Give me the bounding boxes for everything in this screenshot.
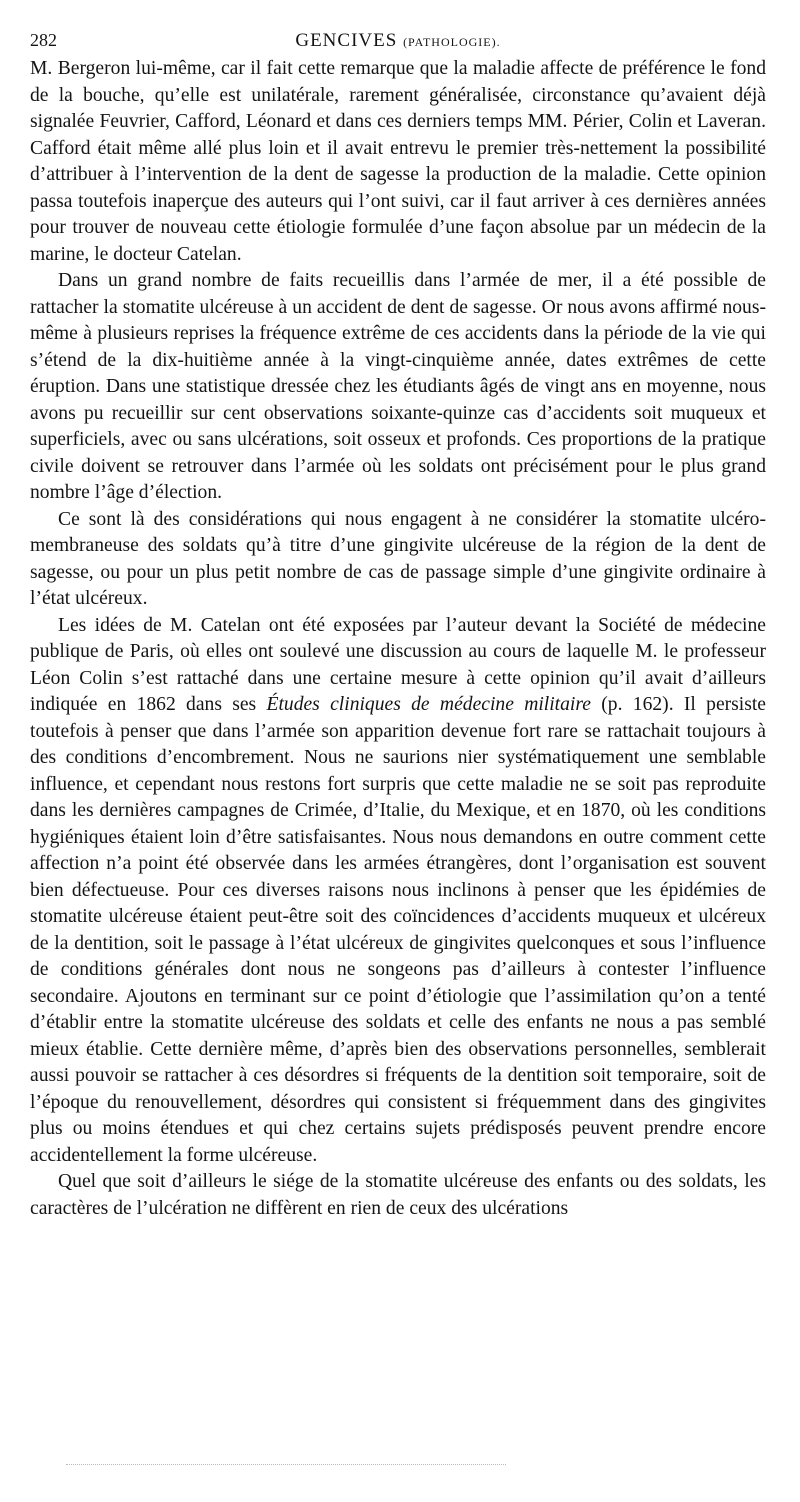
running-title-main: GENCIVES <box>295 30 398 51</box>
book-page <box>30 22 766 1222</box>
paragraph-5: Quel que soit d’ailleurs le siége de la stomatite ulcéreuse des enfants ou des soldats, les caractères de l’ulcération ne diffèrent en rien de ceux des ulcérations <box>30 1171 766 1219</box>
paragraph-4-part-1: Les idées de M. Catelan ont été exposées par l’auteur devant la Société de médecine publique de Paris, où elles ont soulevé une discussion au cours de laquelle M. le professeur Léon Colin s’est rattaché dans une certaine mesure à cette opinion qu’il avait d’ailleurs indiquée en 1862 dans ses <box>30 614 766 715</box>
paragraph-4-part-2: (p. 162). Il persiste toutefois à penser que dans l’armée son apparition devenue fort rare se rattachait toujours à des conditions d’encombrement. Nous ne saurions nier systématiquement une semblable influence, et cependant nous restons fort surpris que cette maladie ne se soit pas reproduite dans les dernières campagnes de Crimée, d’Italie, du Mexique, et en 1870, où les conditions hygiéniques étaient loin d’être satisfaisantes. Nous nous demandons en outre comment cette affection n’a point été observée dans les armées étrangères, dont l’organisation est souvent bien défectueuse. Pour ces diverses raisons nous inclinons à penser que les épidémies de stomatite ulcéreuse étaient peut-être soit des coïncidences d’accidents muqueux et ulcéreux de la dentition, soit le passage à l’état ulcéreux de gingivites quelconques et sous l’influence de conditions générales dont nous ne songeons pas d’ailleurs à contester l’influence secondaire. Ajoutons en terminant sur ce point d’étiologie que l’assimilation qu’on a tenté d’établir entre la stomatite ulcéreuse des soldats et celle des enfants ne nous a pas semblé mieux établie. Cette dernière même, d’après bien des observations personnelles, semblerait aussi pouvoir se rattacher à ces désordres si fréquents de la dentition soit temporaire, soit de l’époque du renouvellement, désordres qui consistent si fréquemment dans des gingivites plus ou moins étendues et qui chez certains sujets prédisposés peuvent prendre encore accidentellement la forme ulcéreuse. <box>30 694 766 1166</box>
paragraph-1: M. Bergeron lui-même, car il fait cette remarque que la maladie affecte de préférence le fond de la bouche, qu’elle est unilatérale, rarement généralisée, circonstance qu’avaient déjà signalée Feuvrier, Cafford, Léonard et dans ces derniers temps MM. Périer, Colin et Laveran. Cafford était même allé plus loin et il avait entrevu le premier très-nettement la possibilité d’attribuer à l’intervention de la dent de sagesse la production de la maladie. Cette opinion passa toutefois inaperçue des auteurs qui l’ont suivi, car il faut arriver à ces dernières années pour trouver de nouveau cette étiologie formulée d’une façon absolue par un médecin de la marine, le docteur Catelan. <box>30 58 766 265</box>
paragraph-4 <box>30 613 766 1170</box>
body-text <box>30 56 766 1222</box>
cited-work-title: Études cliniques de médecine militaire <box>266 694 591 715</box>
footer-rule <box>66 1464 506 1465</box>
paragraph-2: Dans un grand nombre de faits recueillis dans l’armée de mer, il a été possible de rattacher la stomatite ulcéreuse à un accident de dent de sagesse. Or nous avons affirmé nous-même à plusieurs reprises la fréquence extrême de ces accidents dans la période de la vie qui s’étend de la dix-huitième année à la vingt-cinquième année, dates extrêmes de cette éruption. Dans une statistique dressée chez les étudiants âgés de vingt ans en moyenne, nous avons pu recueillir sur cent observations soixante-quinze cas d’accidents soit muqueux et superficiels, avec ou sans ulcérations, soit osseux et profonds. Ces proportions de la pratique civile doivent se retrouver dans l’armée où les soldats ont précisément pour le plus grand nombre l’âge d’élection. <box>30 270 766 503</box>
running-title <box>30 30 766 52</box>
page-header <box>30 22 766 56</box>
running-title-subtitle: (PATHOLOGIE). <box>403 35 501 49</box>
page-number: 282 <box>30 30 57 50</box>
paragraph-3: Ce sont là des considérations qui nous engagent à ne considérer la stomatite ulcéro-membraneuse des soldats qu’à titre d’une gingivite ulcéreuse de la région de la dent de sagesse, ou pour un plus petit nombre de cas de passage simple d’une gingivite ordinaire à l’état ulcéreux. <box>30 508 766 609</box>
